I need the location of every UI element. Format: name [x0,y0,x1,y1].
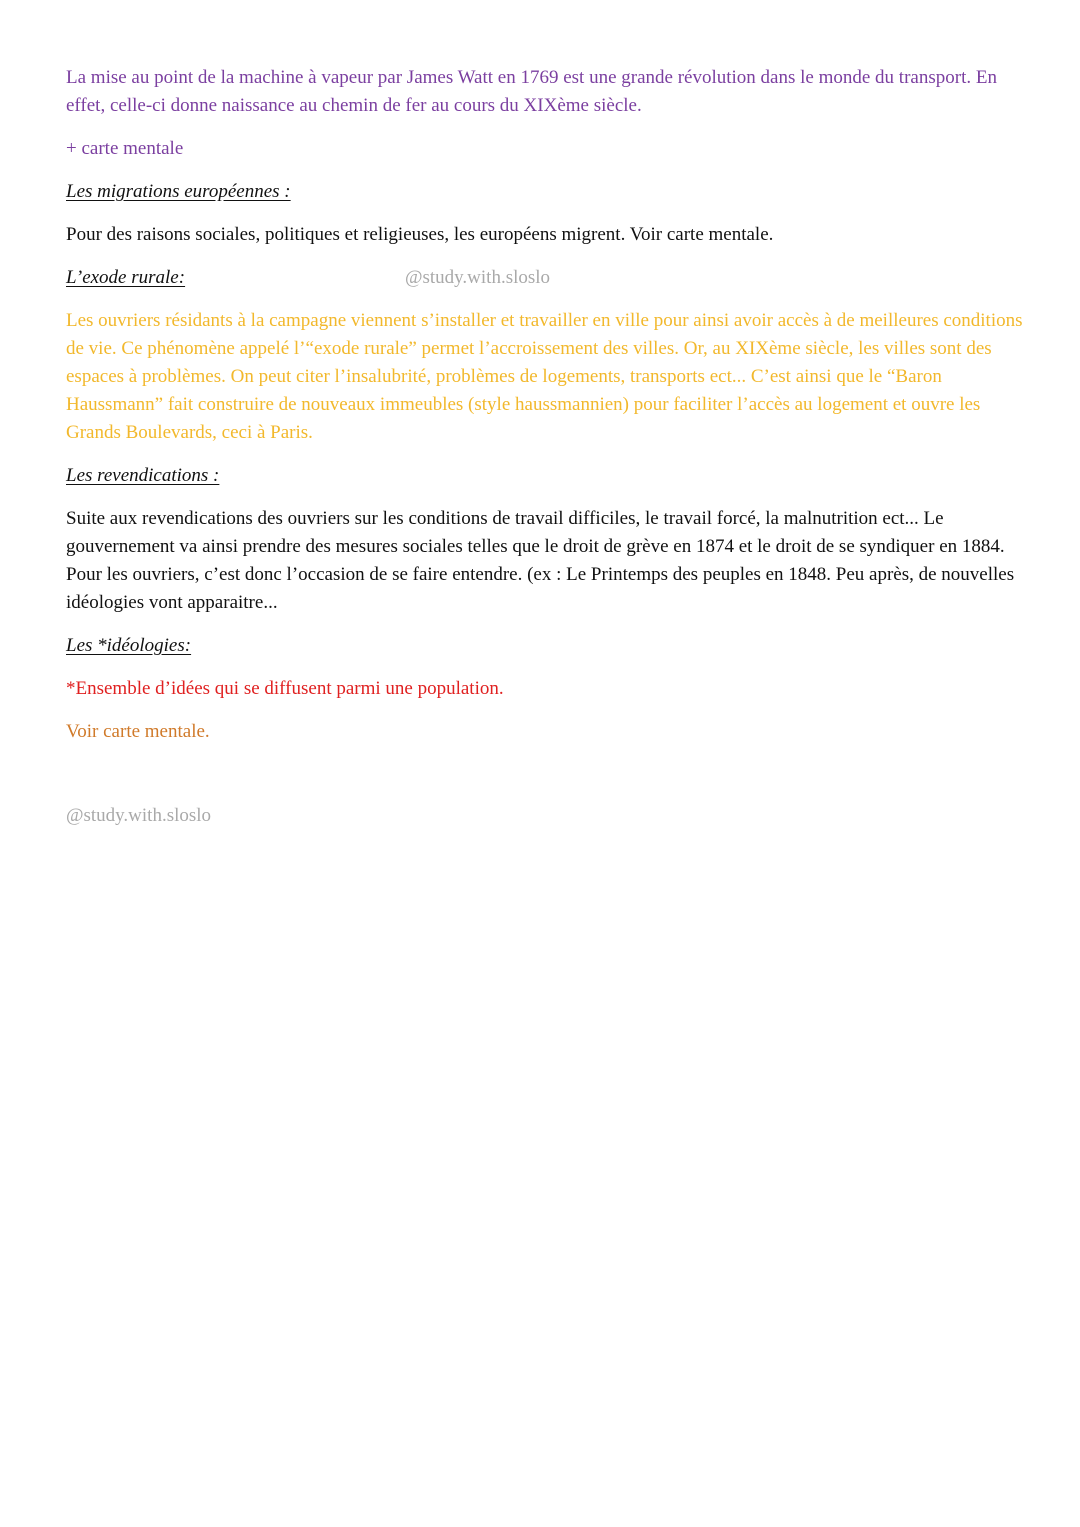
ideologies-note: Voir carte mentale. [66,721,210,742]
exode-paragraph: Les ouvriers résidants à la campagne viennent s’installer et travailler en ville pour ainsi avoir accès à de meilleures conditions de vie. Ce phénomène appelé l’“exode rurale” permet l’accroissement des villes. Or, au XIXème siècle, les villes sont des espaces à problèmes. On peut citer l’insalubrité, problèmes de logements, transports ect... C’est ainsi que le “Baron Haussmann” fait construire de nouveaux immeubles (style haussmannien) pour faciliter l’accès au logement et ouvre les Grands Boulevards, ceci à Paris. [66,310,1023,443]
intro-paragraph: La mise au point de la machine à vapeur par James Watt en 1769 est une grande révolution dans le monde du transport. En effet, celle-ci donne naissance au chemin de fer au cours du XIXème siècle. [66,67,997,116]
intro-note: + carte mentale [66,138,184,159]
revendications-paragraph: Suite aux revendications des ouvriers sur les conditions de travail difficiles, le travail forcé, la malnutrition ect... Le gouvernement va ainsi prendre des mesures sociales telles que le droit de grève en 1874 et le droit de se syndiquer en 1884. Pour les ouvriers, c’est donc l’occasion de se faire entendre. (ex : Le Printemps des peuples en 1848. Peu après, de nouvelles idéologies vont apparaitre... [66,508,1015,613]
document-page [66,64,1026,845]
revendications-heading: Les revendications : [66,465,220,486]
migrations-heading-row [66,178,1026,206]
migrations-paragraph: Pour des raisons sociales, politiques et religieuses, les européens migrent. Voir carte mentale. [66,224,774,245]
exode-heading-row [66,264,1026,292]
migrations-heading: Les migrations européennes : [66,181,291,202]
ideologies-heading: Les *idéologies: [66,635,192,656]
ideologies-heading-row [66,632,1026,660]
watermark-bottom: @study.with.sloslo [66,805,212,826]
exode-heading: L’exode rurale: [66,267,186,288]
revendications-heading-row [66,462,1026,490]
ideologies-definition: *Ensemble d’idées qui se diffusent parmi une population. [66,678,504,699]
watermark-inline: @study.with.sloslo [405,267,551,288]
